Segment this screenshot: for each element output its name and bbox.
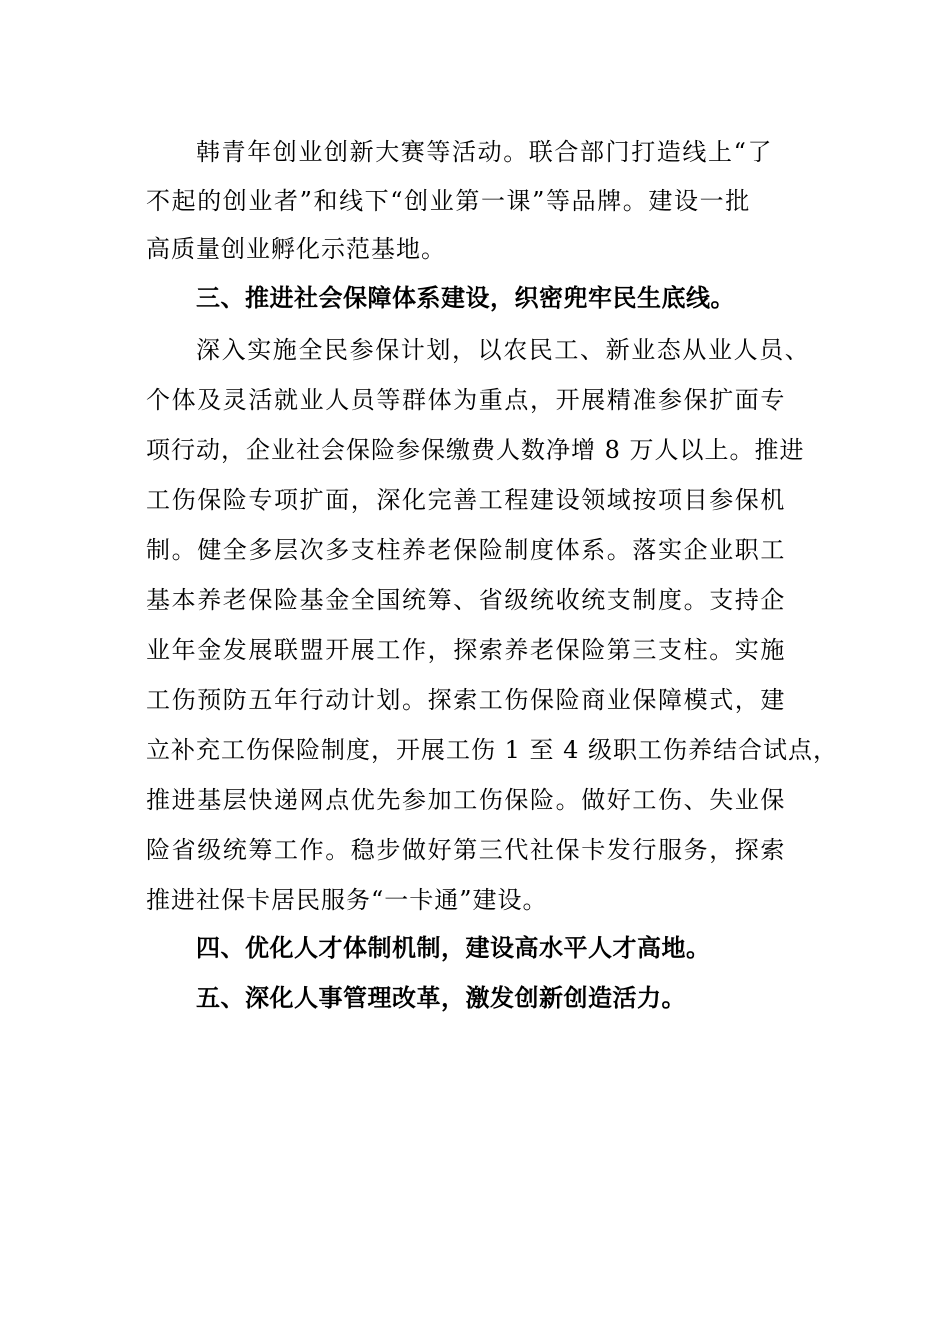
paragraph-line: 工伤保险专项扩面，深化完善工程建设领域按项目参保机 xyxy=(146,486,786,514)
paragraph-line: 深入实施全民参保计划，以农民工、新业态从业人员、 xyxy=(196,336,811,364)
paragraph-line: 个体及灵活就业人员等群体为重点，开展精准参保扩面专 xyxy=(146,386,786,414)
paragraph-line: 基本养老保险基金全国统筹、省级统收统支制度。支持企 xyxy=(146,586,786,614)
paragraph-line: 推进基层快递网点优先参加工伤保险。做好工伤、失业保 xyxy=(146,786,786,814)
paragraph-line: 推进社保卡居民服务“一卡通”建设。 xyxy=(146,886,548,914)
paragraph-line: 立补充工伤保险制度，开展工伤 1 至 4 级职工伤养结合试点， xyxy=(146,736,839,764)
paragraph-line: 高质量创业孵化示范基地。 xyxy=(146,235,446,263)
paragraph-line: 韩青年创业创新大赛等活动。联合部门打造线上“了 xyxy=(196,138,774,166)
paragraph-line: 制。健全多层次多支柱养老保险制度体系。落实企业职工 xyxy=(146,536,786,564)
paragraph-line: 工伤预防五年行动计划。探索工伤保险商业保障模式，建 xyxy=(146,686,786,714)
paragraph-line: 不起的创业者”和线下“创业第一课”等品牌。建设一批 xyxy=(146,187,751,215)
paragraph-line: 险省级统筹工作。稳步做好第三代社保卡发行服务，探索 xyxy=(146,836,786,864)
paragraph-line: 业年金发展联盟开展工作，探索养老保险第三支柱。实施 xyxy=(146,636,786,664)
paragraph-line: 项行动，企业社会保险参保缴费人数净增 8 万人以上。推进 xyxy=(146,436,805,464)
section-heading-5: 五、深化人事管理改革，激发创新创造活力。 xyxy=(196,984,686,1012)
section-heading-4: 四、优化人才体制机制，建设高水平人才高地。 xyxy=(196,934,711,962)
section-heading-3: 三、推进社会保障体系建设，织密兜牢民生底线。 xyxy=(196,284,735,312)
